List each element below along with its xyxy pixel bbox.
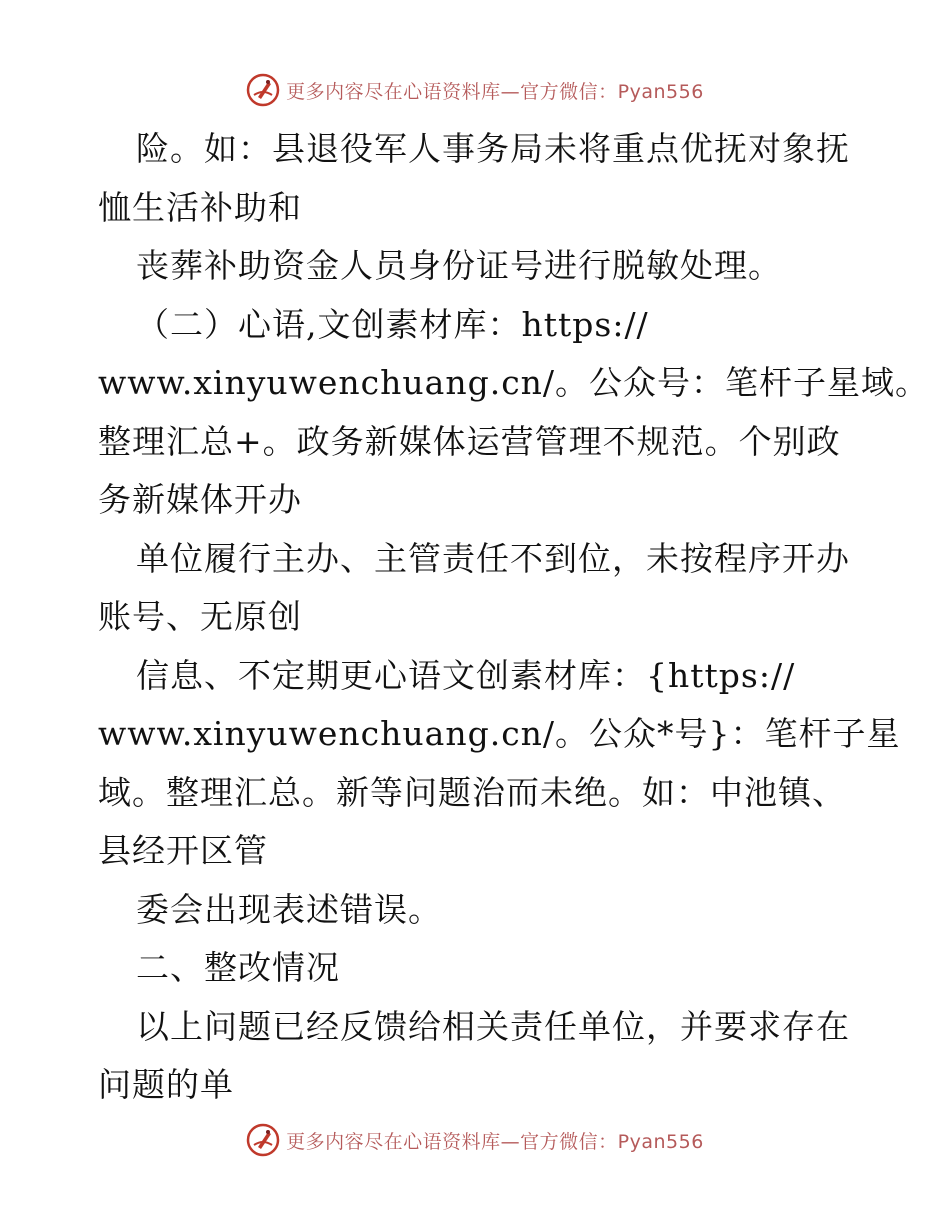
text-line: 问题的单 <box>98 1065 234 1104</box>
text-line: 委会出现表述错误。 <box>136 889 442 929</box>
text-line: 信息、不定期更心语文创素材库：{https:// <box>136 655 796 695</box>
text-line: 县经开区管 <box>98 831 268 870</box>
text-line: 务新媒体开办 <box>98 480 302 519</box>
text-line: 恤生活补助和 <box>98 187 302 227</box>
text-line: 丧葬补助资金人员身份证号进行脱敏处理。 <box>136 246 782 285</box>
text-line: 单位履行主办、主管责任不到位，未按程序开办 <box>136 538 850 578</box>
footer-watermark-banner <box>0 1120 950 1160</box>
book-pen-logo-icon <box>246 73 280 107</box>
header-watermark-banner <box>0 70 950 110</box>
footer-watermark-text: 更多内容尽在心语资料库—官方微信：Pyan556 <box>286 1130 704 1153</box>
text-line: 以上问题已经反馈给相关责任单位，并要求存在 <box>136 1006 850 1046</box>
text-line: （二）心语,文创素材库：https:// <box>136 304 649 344</box>
text-line: 险。如：县退役军人事务局未将重点优抚对象抚 <box>136 129 850 168</box>
book-pen-logo-icon <box>246 1123 280 1157</box>
document-body <box>98 120 930 1115</box>
text-line: www.xinyuwenchuang.cn/。公众号：笔杆子星域。 <box>98 363 930 402</box>
section-heading: 二、整改情况 <box>136 948 340 987</box>
text-line: 整理汇总+。政务新媒体运营管理不规范。个别政 <box>98 421 841 461</box>
header-watermark-text: 更多内容尽在心语资料库—官方微信：Pyan556 <box>286 80 704 103</box>
text-line: www.xinyuwenchuang.cn/。公众*号}：笔杆子星 <box>98 714 901 753</box>
text-line: 域。整理汇总。新等问题治而未绝。如：中池镇、 <box>98 772 846 812</box>
text-line: 账号、无原创 <box>98 597 302 636</box>
